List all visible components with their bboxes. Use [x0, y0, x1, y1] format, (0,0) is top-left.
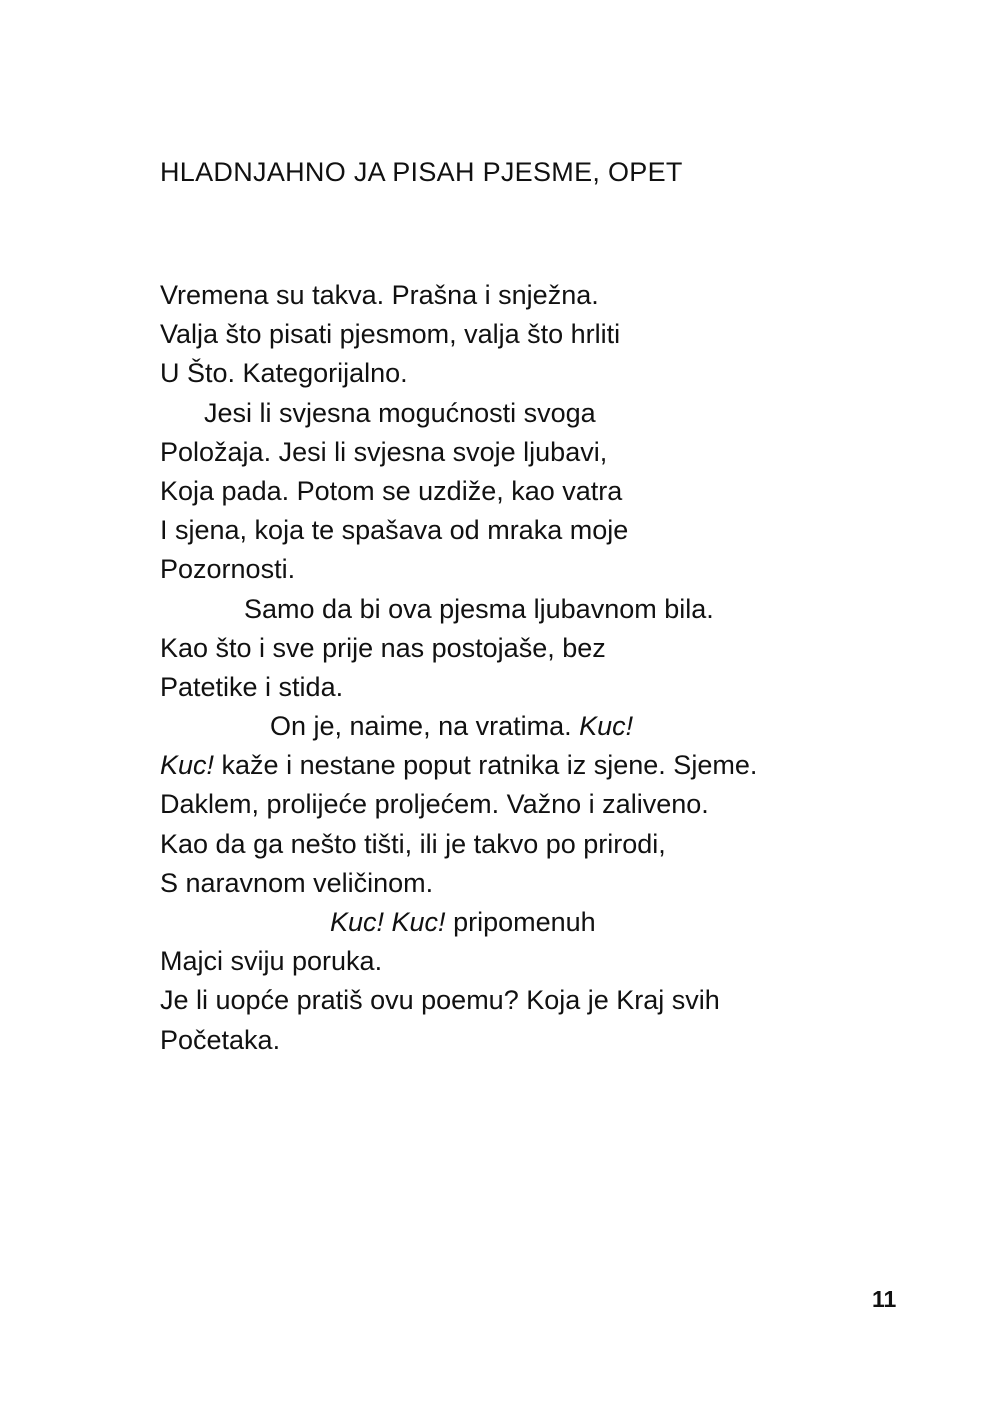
poem-line: Daklem, prolijeće proljećem. Važno i zaliveno.	[160, 789, 709, 820]
poem-line	[160, 903, 757, 942]
poem-line: S naravnom veličinom.	[160, 867, 434, 898]
poem-line	[160, 707, 757, 746]
poem-line: Kao da ga nešto tišti, ili je takvo po prirodi,	[160, 828, 666, 859]
poem-line: I sjena, koja te spašava od mraka moje	[160, 515, 629, 546]
poem-line: U Što. Kategorijalno.	[160, 358, 408, 389]
poem-line	[160, 746, 757, 785]
poem-title: HLADNJAHNO JA PISAH PJESME, OPET	[160, 157, 683, 187]
poem-line: Kao što i sve prije nas postojaše, bez	[160, 632, 606, 663]
poem-body	[160, 276, 757, 1060]
poem-line-italic: Kuc! Kuc!	[330, 907, 446, 937]
poem-line: Patetike i stida.	[160, 671, 344, 702]
poem-line: Samo da bi ova pjesma ljubavnom bila.	[244, 593, 714, 624]
poem-line: Je li uopće pratiš ovu poemu? Koja je Kraj svih	[160, 985, 720, 1016]
poem-line: Koja pada. Potom se uzdiže, kao vatra	[160, 475, 623, 506]
poem-line: Valja što pisati pjesmom, valja što hrliti	[160, 319, 621, 350]
poem-line-text: kaže i nestane poput ratnika iz sjene. Sjeme.	[214, 750, 758, 781]
poem-line: Početaka.	[160, 1024, 281, 1055]
poem-line-text: pripomenuh	[445, 907, 596, 937]
poem-line-italic: Kuc!	[160, 750, 215, 781]
poem-line: Položaja. Jesi li svjesna svoje ljubavi,	[160, 436, 608, 467]
poem-line-italic: Kuc!	[579, 711, 634, 742]
poem-line: Majci sviju poruka.	[160, 946, 383, 977]
poem-line: Jesi li svjesna mogućnosti svoga	[204, 397, 596, 428]
poem-line: Pozornosti.	[160, 554, 296, 585]
poem-line-text: On je, naime, na vratima.	[270, 711, 580, 742]
page-number: 11	[872, 1286, 897, 1312]
poem-line: Vremena su takva. Prašna i snježna.	[160, 280, 599, 310]
